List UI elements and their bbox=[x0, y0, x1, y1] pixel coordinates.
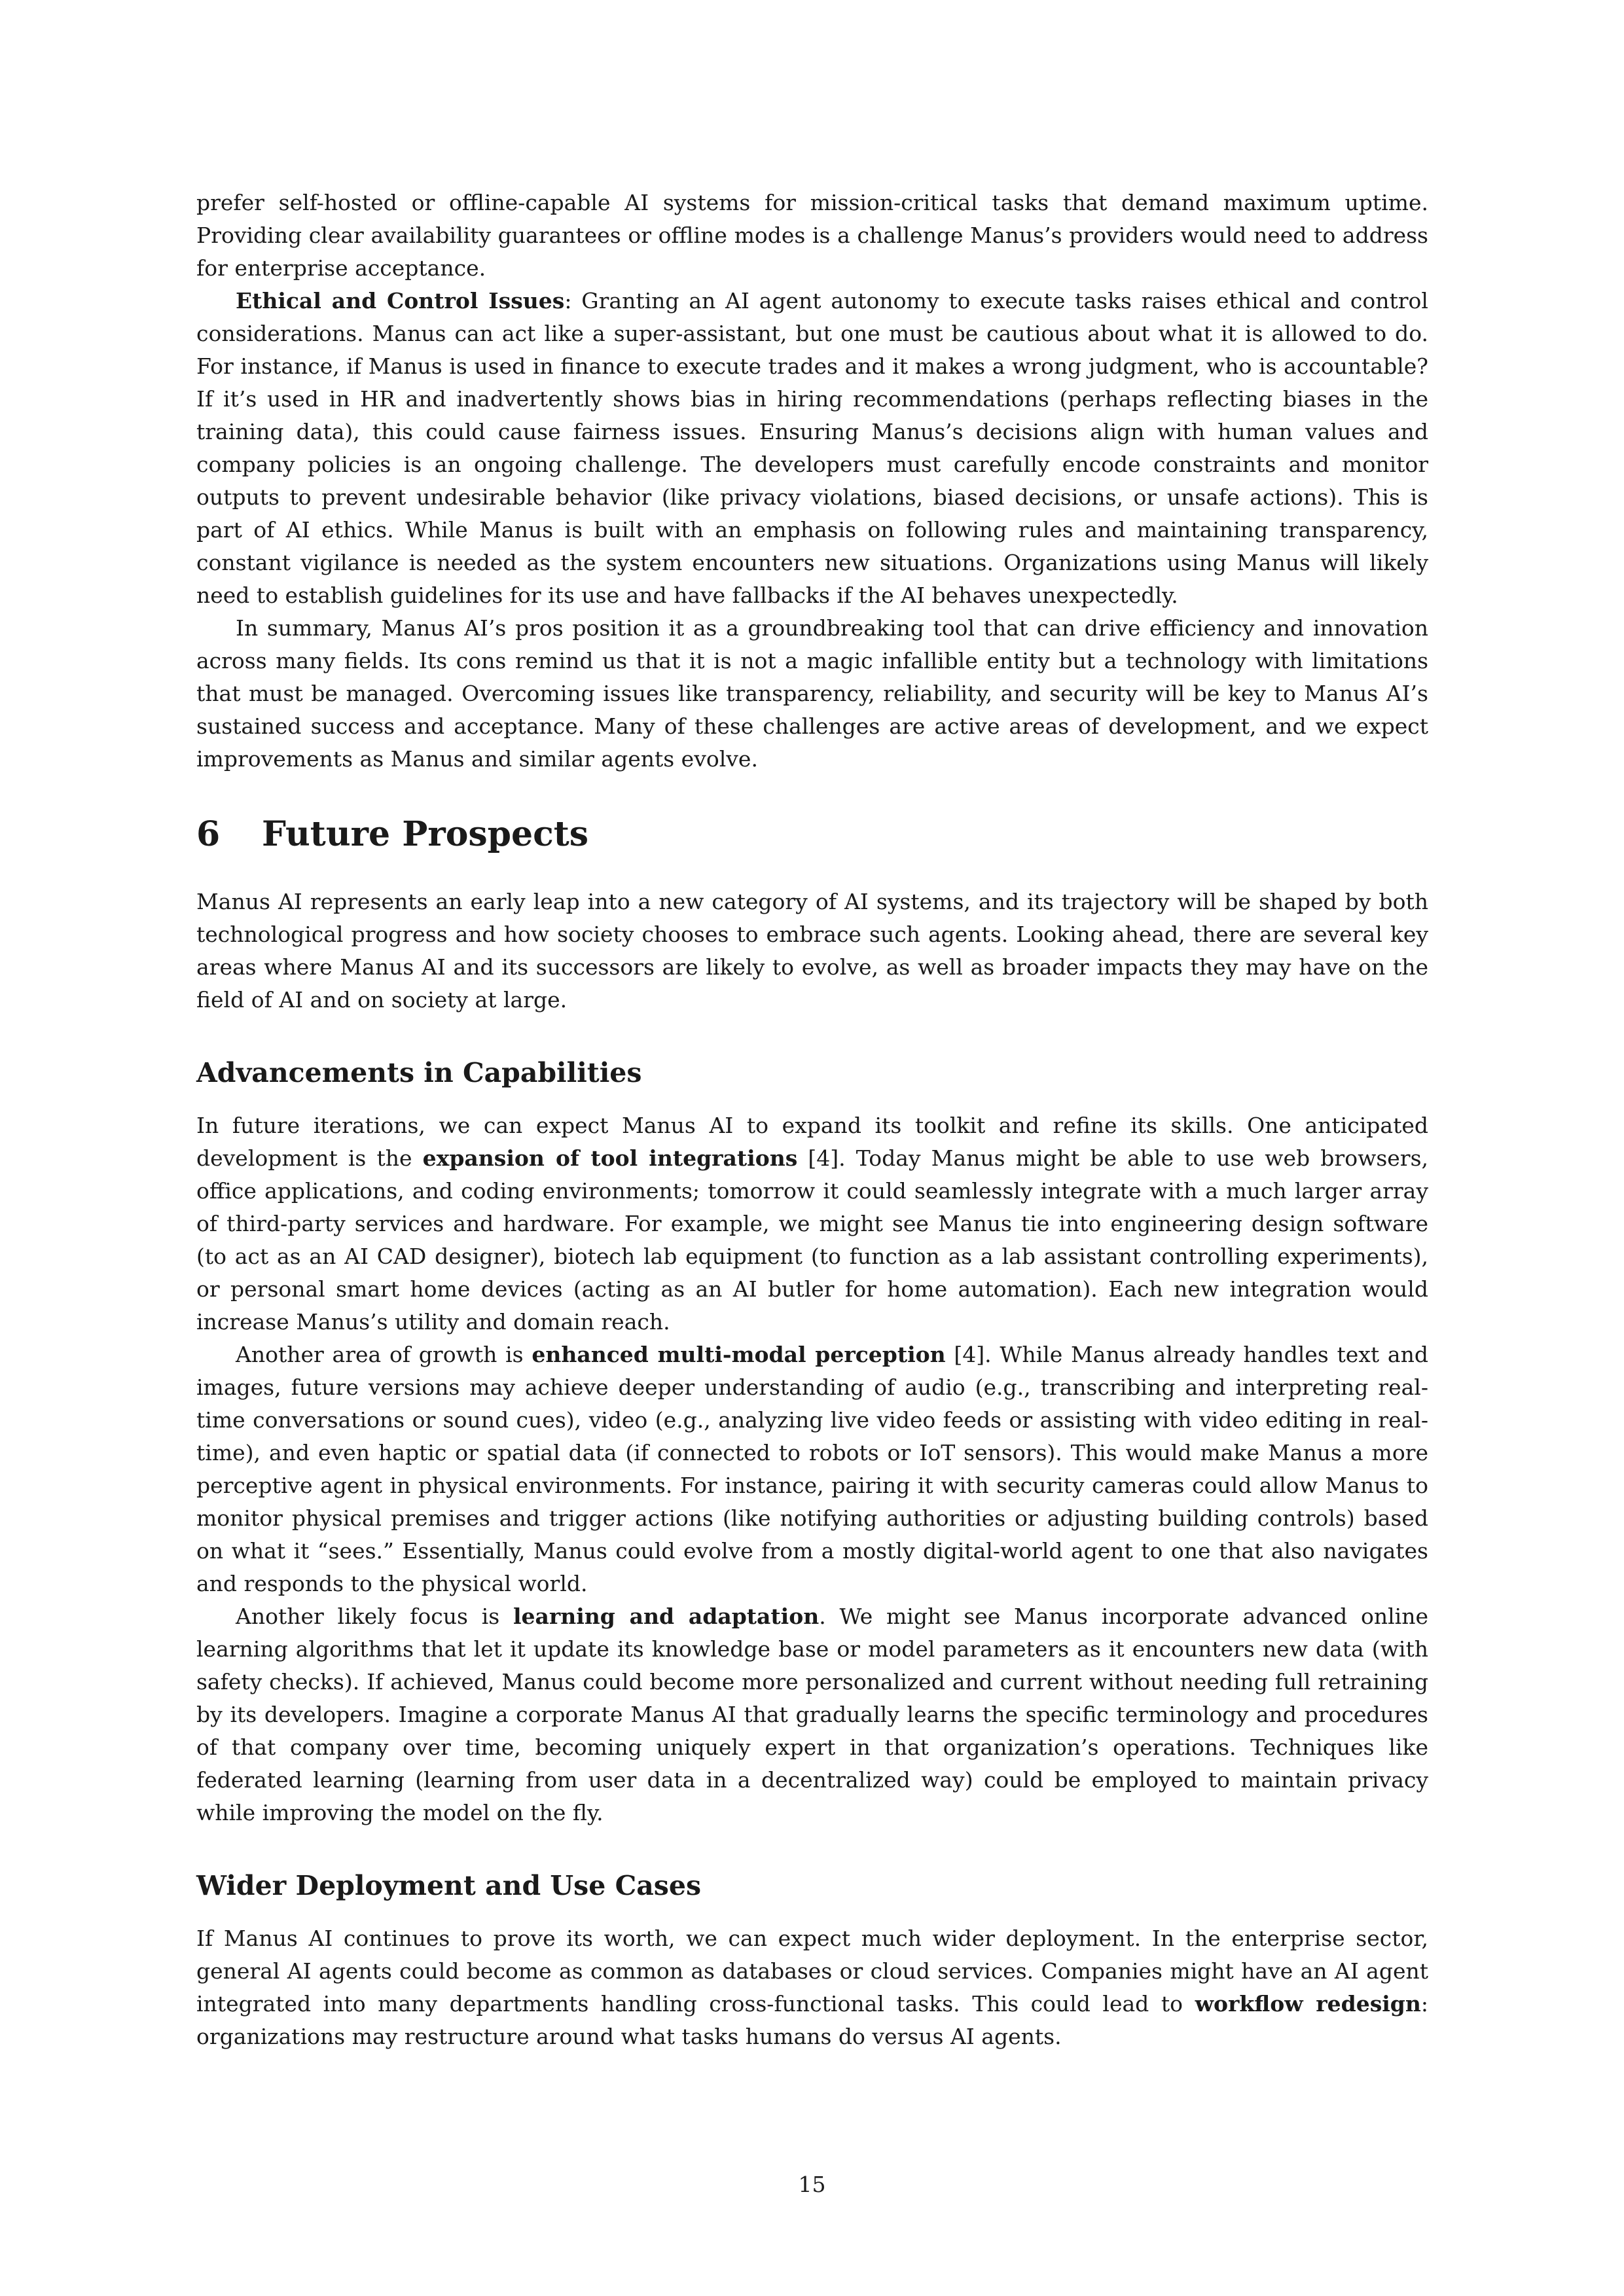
bold-term: learning and adaptation bbox=[513, 1604, 820, 1629]
page-number: 15 bbox=[798, 2172, 826, 2197]
paragraph-deployment bbox=[196, 1922, 1428, 2053]
bold-term: expansion of tool integrations bbox=[422, 1145, 798, 1171]
section-intro: Manus AI represents an early leap into a new category of AI systems, and its trajectory will be shaped by both technological progress and how society chooses to embrace such agents. Looking ahead, there are several key areas where Manus AI and its successors are likely to evolve, as well as broader impacts they may have on the field of AI and on society at large. bbox=[196, 889, 1428, 1013]
paragraph-summary: In summary, Manus AI’s pros position it as a groundbreaking tool that can drive efficiency and innovation across many fields. Its cons remind us that it is not a magic infallible entity but a technology with limitations that must be managed. Overcoming issues like transparency, reliability, and security will be key to Manus AI’s sustained success and acceptance. Many of these challenges are active areas of development, and we expect improvements as Manus and similar agents evolve. bbox=[196, 615, 1428, 772]
text-run: . We might see Manus incorporate advanced online learning algorithms that let it update its knowledge base or model parameters as it encounters new data (with safety checks). If achieved, Manus could become more personalized and current without needing full retraining by its developers. Imagine a corporate Manus AI that gradually learns the specific terminology and procedures of that company over time, becoming uniquely expert in that organization’s operations. Techniques like federated learning (learning from user data in a decentralized way) could be employed to maintain privacy while improving the model on the fly. bbox=[196, 1604, 1428, 1825]
text-run: Another likely focus is bbox=[236, 1604, 513, 1629]
page-content bbox=[196, 187, 1428, 2053]
subsection-heading-deployment: Wider Deployment and Use Cases bbox=[196, 1870, 702, 1901]
text-run: If Manus AI continues to prove its worth, we can expect much wider deployment. In the enterprise sector, general AI agents could become as common as databases or cloud services. Companies might have an AI agent integrated into many departments handling cross-functional tasks. This could lead to bbox=[196, 1926, 1428, 2017]
text-run: [4]. Today Manus might be able to use web browsers, office applications, and coding environments; tomorrow it could seamlessly integrate with a much larger array of third-party services and hardware. For example, we might see Manus tie into engineering design software (to act as an AI CAD designer), biotech lab equipment (to function as a lab assistant controlling experiments), or personal smart home devices (acting as an AI butler for home automation). Each new integration would increase Manus’s utility and domain reach. bbox=[196, 1145, 1428, 1335]
subsection-heading-advancements: Advancements in Capabilities bbox=[196, 1057, 642, 1088]
text-run: In future iterations, we can expect Manus AI to expand its toolkit and refine its skills. One anticipated development is the bbox=[196, 1113, 1428, 1171]
text-run: : organizations may restructure around what tasks humans do versus AI agents. bbox=[196, 1991, 1429, 2049]
bold-term: enhanced multi-modal perception bbox=[532, 1342, 946, 1367]
paragraph-availability: prefer self-hosted or offline-capable AI systems for mission-critical tasks that demand maximum uptime. Providing clear availability guarantees or offline modes is a challenge Manus’s providers would need to address for enterprise acceptance. bbox=[196, 190, 1428, 281]
paragraph-multimodal bbox=[196, 1338, 1428, 1600]
paragraph-tool-integrations bbox=[196, 1109, 1428, 1338]
ethical-control-text: : Granting an AI agent autonomy to execute tasks raises ethical and control considerations. Manus can act like a super-assistant, but one must be cautious about what it is allowed to do. For instance, if Manus is used in finance to execute trades and it makes a wrong judgment, who is accountable? If it’s used in HR and inadvertently shows bias in hiring recommendations (perhaps reflecting biases in the training data), this could cause fairness issues. Ensuring Manus’s decisions align with human values and company policies is an ongoing challenge. The developers must carefully encode constraints and monitor outputs to prevent undesirable behavior (like privacy violations, biased decisions, or unsafe actions). This is part of AI ethics. While Manus is built with an emphasis on following rules and maintaining transparency, constant vigilance is needed as the system encounters new situations. Organizations using Manus will likely need to establish guidelines for its use and have fallbacks if the AI behaves unexpectedly. bbox=[196, 288, 1428, 608]
ethical-control-heading: Ethical and Control Issues bbox=[236, 288, 565, 314]
text-run: [4]. While Manus already handles text and images, future versions may achieve deeper understanding of audio (e.g., transcribing and interpreting real-time conversations or sound cues), video (e.g., analyzing live video feeds or assisting with video editing in real-time), and even haptic or spatial data (if connected to robots or IoT sensors). This would make Manus a more perceptive agent in physical environments. For instance, pairing it with security cameras could allow Manus to monitor physical premises and trigger actions (like notifying authorities or adjusting building controls) based on what it “sees.” Essentially, Manus could evolve from a mostly digital-world agent to one that also navigates and responds to the physical world. bbox=[196, 1342, 1428, 1596]
section-number: 6 bbox=[196, 814, 221, 854]
text-run: Another area of growth is bbox=[236, 1342, 532, 1367]
paragraph-learning bbox=[196, 1600, 1428, 1829]
bold-term: workflow redesign bbox=[1195, 1991, 1421, 2017]
paragraph-ethical-control bbox=[196, 285, 1428, 612]
section-heading bbox=[196, 814, 1428, 855]
section-title: Future Prospects bbox=[262, 814, 589, 854]
